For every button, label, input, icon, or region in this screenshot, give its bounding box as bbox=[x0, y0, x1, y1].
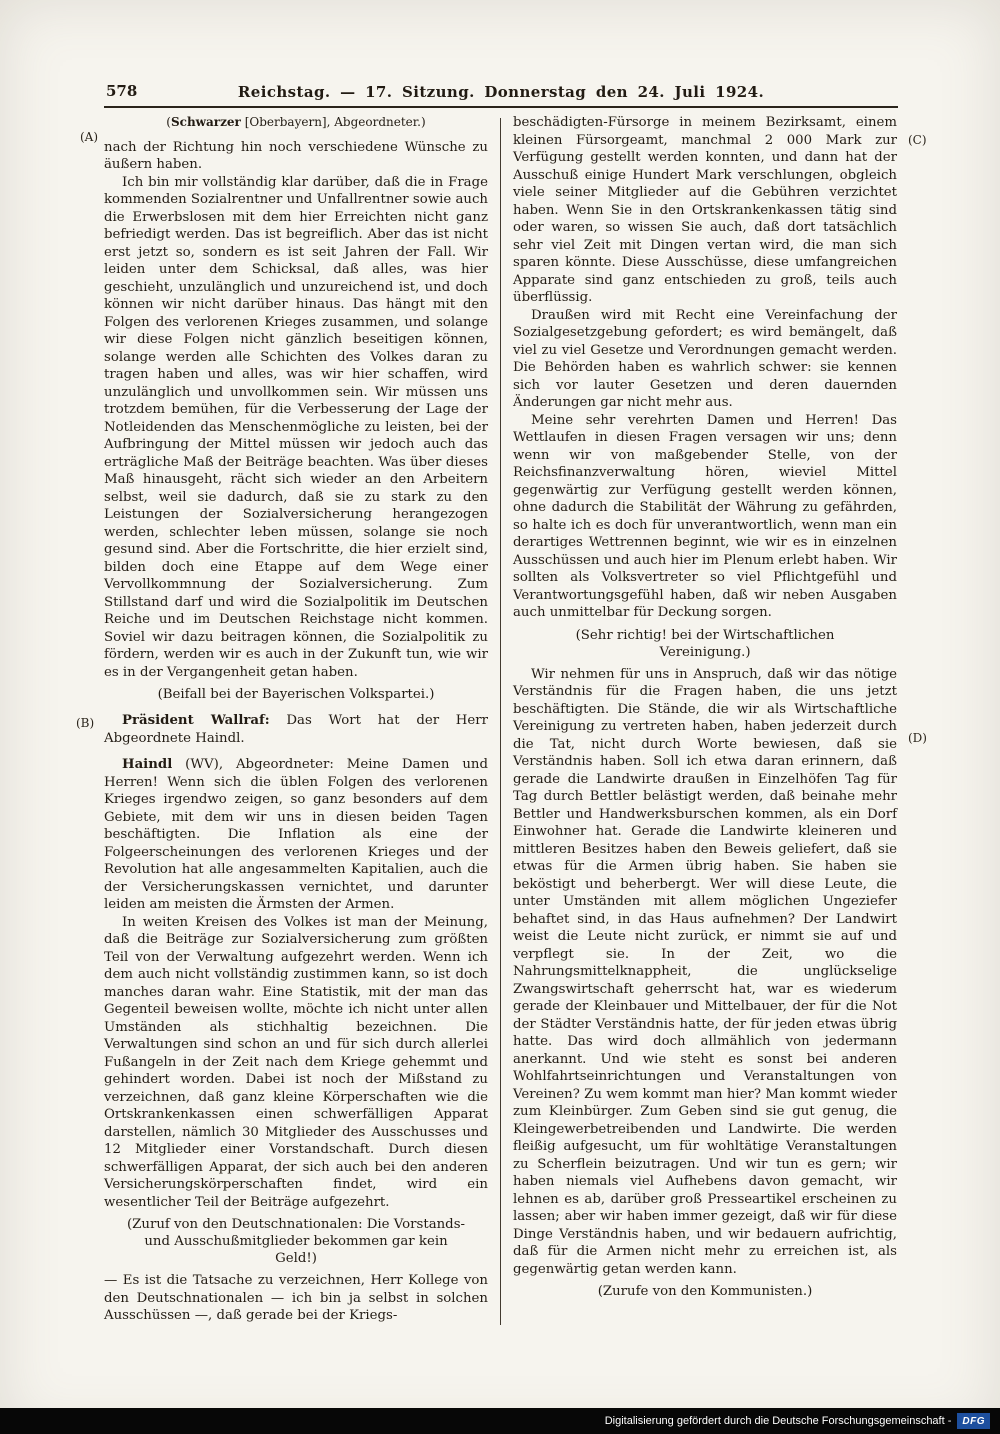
right-column bbox=[513, 114, 897, 1325]
speaker-name: Präsident Wallraf: bbox=[122, 713, 270, 728]
paragraph: In weiten Kreisen des Volkes ist man der Meinung, daß die Beiträge zur Sozialversicherung zum größten Teil von der Verwaltung aufgezehrt werden. Wenn ich dem auch nicht vollständig zustimmen kann, so ist doch manches daran wahr. Eine Statistik, mit der man das Gegenteil beweisen wollte, möchte ich nicht unter allen Umständen als stichhaltig bezeichnen. Die Verwaltungen sind schon an und für sich durch allerlei Fußangeln in der Zeit nach dem Kriege gehemmt und gehindert worden. Dabei ist noch der Mißstand zu verzeichnen, daß ganz kleine Körperschaften wie die Ortskrankenkassen einen schwerfälligen Apparat darstellen, nämlich 30 Mitglieder des Ausschusses und 12 Mitglieder einer Vorstandschaft. Durch diesen schwerfälligen Apparat, der sich auch bei den anderen Versicherungskörperschaften findet, wird ein wesentlicher Teil der Beiträge aufgezehrt. bbox=[104, 914, 488, 1210]
speech-president bbox=[104, 712, 488, 747]
paragraph-continuation: nach der Richtung hin noch verschiedene Wünsche zu äußern haben. bbox=[104, 139, 488, 172]
paragraph-continuation: beschädigten-Fürsorge in meinem Bezirksamt, einem kleinen Fürsorgeamt, manchmal 2 000 Mark zur Verfügung gestellt werden konnten, und dann hat der Ausschuß einige Hundert Mark verschlungen, obgleich viele seiner Mitglieder auf die Gebühren verzichtet haben. Wenn Sie in den Ortskrankenkassen tätig sind oder waren, so wissen Sie auch, daß dort tatsächlich sehr viel Zeit mit Dingen vertan wird, die man sich sparen könnte. Diese Ausschüsse, diese umfangreichen Apparate sind ganz entschieden zu groß, teils auch überflüssig. bbox=[513, 115, 897, 305]
speaker-affiliation: (WV), Abgeordneter: bbox=[185, 757, 334, 772]
session-title: Reichstag. — 17. Sitzung. Donnerstag den 24. Juli 1924. bbox=[237, 83, 765, 101]
speech-haindl bbox=[104, 756, 488, 914]
margin-marker-d: (D) bbox=[908, 731, 927, 745]
paragraph: — Es ist die Tatsache zu verzeichnen, Herr Kollege von den Deutschnationalen — ich bin ja selbst in solchen Ausschüssen —, daß gerade bei der Kriegs- bbox=[104, 1273, 488, 1323]
margin-marker-b: (B) bbox=[76, 716, 95, 730]
digitization-footer bbox=[0, 1408, 1000, 1434]
stage-direction-interjection: (Zuruf von den Deutschnationalen: Die Vorstands- und Ausschußmitglieder bekommen gar kein Geld!) bbox=[126, 1217, 466, 1266]
speaker-name: Haindl bbox=[122, 757, 173, 772]
note-open: ( bbox=[166, 115, 171, 129]
margin-marker-c: (C) bbox=[908, 133, 927, 147]
speaker-name: Schwarzer bbox=[170, 115, 241, 129]
left-column bbox=[104, 114, 488, 1325]
speech-text: Meine Damen und Herren! Wenn sich die üblen Folgen des verlorenen Krieges irgendwo zeigen, so ganz besonders auf dem Gebiete, mit dem wir uns in diesen beiden Tagen beschäftigten. Die Inflation als eine der Folgeerscheinungen des verlorenen Krieges und der Revolution hat alle angesammelten Kapitalien, auch die der Versicherungskassen vernichtet, und darunter leiden am meisten die Ärmsten der Armen. bbox=[104, 757, 488, 912]
dfg-logo: DFG bbox=[957, 1413, 990, 1429]
text-columns bbox=[104, 114, 898, 1325]
column-divider-rule bbox=[500, 118, 501, 1325]
note-rest: [Oberbayern], Abgeordneter.) bbox=[240, 115, 426, 129]
digitization-credit-text: Digitalisierung gefördert durch die Deutsche Forschungsgemeinschaft - bbox=[604, 1415, 952, 1427]
stage-direction-heckling: (Zurufe von den Kommunisten.) bbox=[597, 1284, 813, 1299]
stage-direction-applause: (Beifall bei der Bayerischen Volkspartei.) bbox=[157, 687, 435, 702]
paragraph: Wir nehmen für uns in Anspruch, daß wir das nötige Verständnis für die Fragen haben, die uns jetzt beschäftigten. Die Stände, die wir als Wirtschaftliche Vereinigung zu vertreten haben, haben jederzeit durch die Tat, nicht durch Worte bewiesen, daß sie Verständnis haben. Soll ich etwa daran erinnern, daß gerade die Landwirte draußen in Einzelhöfen Tag für Tag durch Bettler belästigt werden, daß beinahe mehr Bettler und Handwerksburschen kommen, als ein Dorf Einwohner hat. Gerade die Landwirte kleineren und mittleren Besitzes haben den Beweis geliefert, daß sie etwas für die Armen übrig haben. Sie haben sie beköstigt und beherbergt. Wer will diese Leute, die unter Umständen mit allem möglichen Ungeziefer behaftet sind, in das Haus aufnehmen? Der Landwirt weist die Leute nicht zurück, er nimmt sie auf und verpflegt sie. In der Zeit, wo die Nahrungsmittelknappheit, die unglückselige Zwangswirtschaft geherrscht hat, war es wiederum gerade der Kleinbauer und Mittelbauer, der für die Not der Städter Verständnis hatte, der für jeden etwas übrig hatte. Das wird doch allmählich von jedermann anerkannt. Und wie steht es sonst bei anderen Wohlfahrtseinrichtungen und Veranstaltungen von Vereinen? Zu wem kommt man hier? Man kommt wieder zum Kleinbürger. Zum Geben sind sie gut genug, die Kleingewerbetreibenden und Landwirte. Die werden fleißig aufgesucht, um für wohltätige Veranstaltungen zu Scherflein beizutragen. Und wir tun es gern; wir haben niemals viel Aufhebens davon gemacht, wir lehnen es ab, darüber groß Presseartikel erscheinen zu lassen; aber wir haben immer gezeigt, daß wir für diese Dinge Verständnis haben, und wir bedauern aufrichtig, daß für die Armen nicht mehr zu erreichen ist, als gegenwärtig getan werden kann. bbox=[513, 666, 897, 1277]
margin-marker-a: (A) bbox=[80, 130, 99, 144]
speech-text: Das Wort hat der Herr Abgeordnete Haindl. bbox=[104, 713, 488, 746]
continuation-speaker-note bbox=[104, 114, 488, 132]
paragraph: Draußen wird mit Recht eine Vereinfachung der Sozialgesetzgebung gefordert; es wird bemängelt, daß viel zu viel Gesetze und Verordnungen gemacht werden. Die Behörden haben es wahrlich schwer: sie kennen sich vor lauter Gesetzen und deren dauernden Änderungen gar nicht mehr aus. bbox=[513, 307, 897, 410]
stage-direction-approval: (Sehr richtig! bei der Wirtschaftlichen Vereinigung.) bbox=[575, 627, 835, 660]
page-number: 578 bbox=[106, 82, 138, 100]
page-header bbox=[104, 82, 898, 108]
paragraph: Ich bin mir vollständig klar darüber, daß die in Frage kommenden Sozialrentner und Unfallrentner sowie auch die Erwerbslosen mit dem hier Erreichten nicht ganz befriedigt werden. Das ist begreiflich. Aber das ist nicht erst jetzt so, sondern es ist seit Jahren der Fall. Wir leiden unter dem Schicksal, daß alles, was hier geschieht, unzulänglich und unzureichend ist, und doch können wir nicht darüber hinaus. Das hängt mit den Folgen des verlorenen Krieges zusammen, und solange wir diese Folgen nicht gänzlich beseitigen können, solange werden alle Schichten des Volkes daran zu tragen haben und alles, was wir hier schaffen, wird unzulänglich und unvollkommen sein. Wir müssen uns trotzdem bemühen, für die Verbesserung der Lage der Notleidenden das Menschenmögliche zu leisten, bei der Aufbringung der Mittel müssen wir jedoch auch das erträgliche Maß der Beiträge beachten. Was über dieses Maß hinausgeht, rächt sich wieder an den Arbeitern selbst, weil sie dadurch, daß sie zu stark zu den Leistungen der Sozialversicherung herangezogen werden, schlechter leben müssen, solange sie noch gesund sind. Aber die Fortschritte, die hier erzielt sind, bilden doch eine Etappe auf dem Wege einer Vervollkommnung der Sozialversicherung. Zum Stillstand darf und wird die Sozialpolitik im Deutschen Reiche und im Deutschen Reichstage nicht kommen. Soviel wir dazu beitragen können, die Sozialpolitik zu fördern, werden wir es auch in der Zukunft tun, wie wir es in der Vergangenheit getan haben. bbox=[104, 174, 488, 680]
paragraph: Meine sehr verehrten Damen und Herren! Das Wettlaufen in diesen Fragen versagen wir uns; denn wenn wir von maßgebender Stelle, von der Reichsfinanzverwaltung hören, wieviel Mittel gegenwärtig zur Verfügung gestellt werden können, ohne dadurch die Stabilität der Währung zu gefährden, so halte ich es doch für unverantwortlich, wenn man ein derartiges Wettrennen beginnt, wie wir es in einzelnen Ausschüssen und auch hier im Plenum erlebt haben. Wir sollten als Volksvertreter so viel Pflichtgefühl und Verantwortungsgefühl haben, daß wir neben Ausgaben auch unmittelbar für Deckung sorgen. bbox=[513, 412, 897, 620]
